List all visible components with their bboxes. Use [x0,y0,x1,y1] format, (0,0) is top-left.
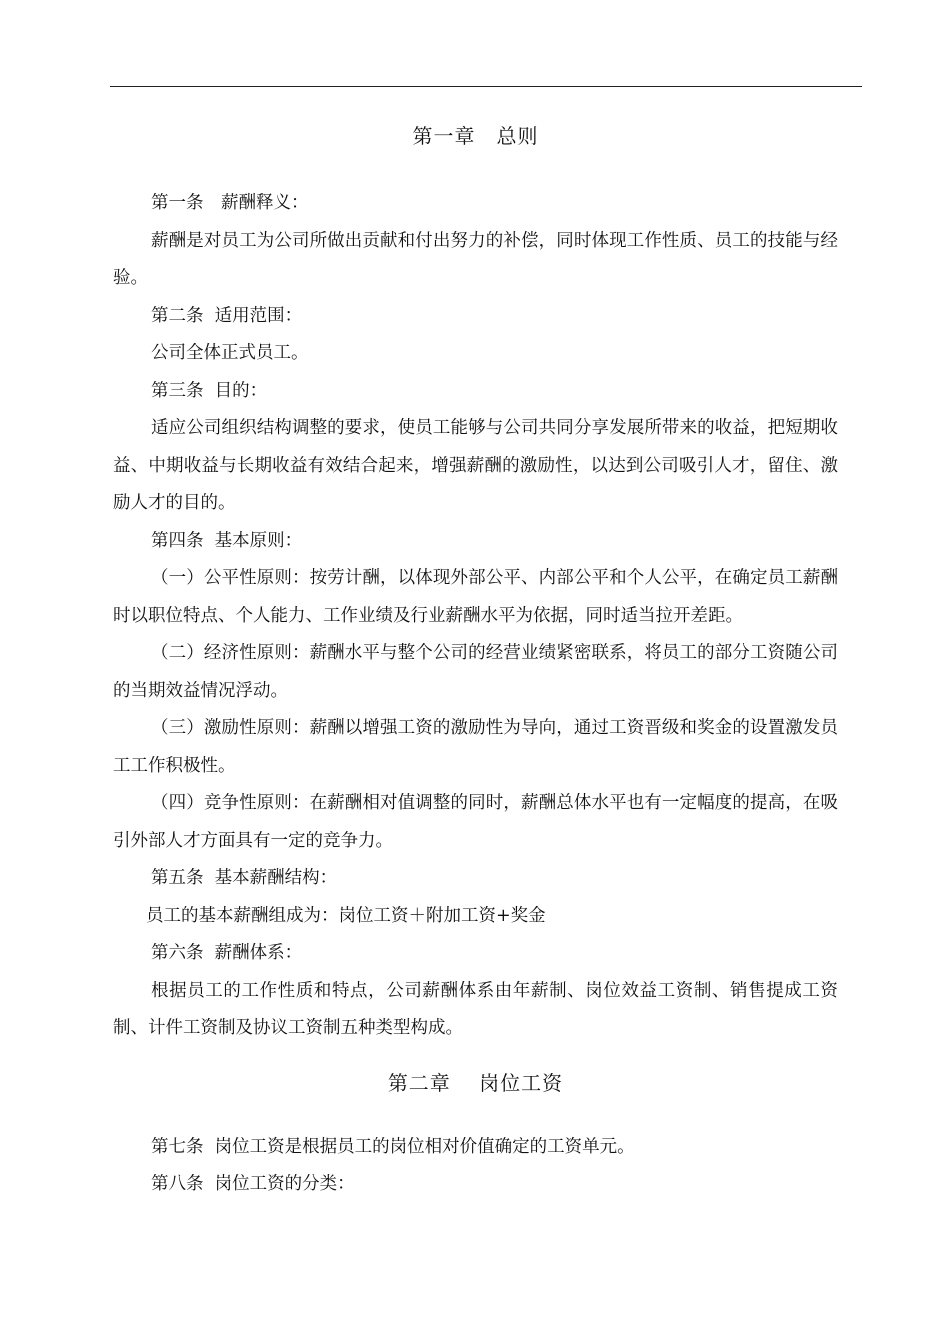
article-1-body: 薪酬是对员工为公司所做出贡献和付出努力的补偿，同时体现工作性质、员工的技能与经验。 [113,230,838,288]
principle-fairness: （一）公平性原则：按劳计酬，以体现外部公平、内部公平和个人公平，在确定员工薪酬时以职位特点、个人能力、工作业绩及行业薪酬水平为依据，同时适当拉开差距。 [113,568,838,626]
article-8-heading: 第八条 岗位工资的分类： [151,1174,355,1194]
header-rule [110,86,862,87]
article-5-body: 员工的基本薪酬组成为：岗位工资＋附加工资+奖金 [146,905,546,926]
principle-incentive: （三）激励性原则：薪酬以增强工资的激励性为导向，通过工资晋级和奖金的设置激发员工工作积极性。 [113,718,838,776]
article-6-body: 根据员工的工作性质和特点，公司薪酬体系由年薪制、岗位效益工资制、销售提成工资制、计件工资制及协议工资制五种类型构成。 [113,980,838,1038]
principle-economy: （二）经济性原则：薪酬水平与整个公司的经营业绩紧密联系，将员工的部分工资随公司的当期效益情况浮动。 [113,643,838,701]
chapter-2-title: 第二章 岗位工资 [387,1070,564,1095]
article-7: 第七条 岗位工资是根据员工的岗位相对价值确定的工资单元。 [151,1136,635,1157]
article-1-heading: 第一条 薪酬释义： [151,193,309,213]
chapter-1-title: 第一章 总则 [412,124,539,148]
document-page [113,117,838,1204]
article-4-heading: 第四条 基本原则： [151,530,303,551]
article-5-heading: 第五条 基本薪酬结构： [151,868,338,888]
article-3-heading: 第三条 目的： [151,380,268,401]
article-2-body: 公司全体正式员工。 [151,343,309,363]
article-2-heading: 第二条 适用范围： [151,305,303,326]
principle-competitiveness: （四）竞争性原则：在薪酬相对值调整的同时，薪酬总体水平也有一定幅度的提高，在吸引外部人才方面具有一定的竞争力。 [113,793,838,851]
article-6-heading: 第六条 薪酬体系： [151,943,303,963]
article-3-body: 适应公司组织结构调整的要求，使员工能够与公司共同分享发展所带来的收益，把短期收益、中期收益与长期收益有效结合起来，增强薪酬的激励性，以达到公司吸引人才，留住、激励人才的目的。 [113,418,838,513]
